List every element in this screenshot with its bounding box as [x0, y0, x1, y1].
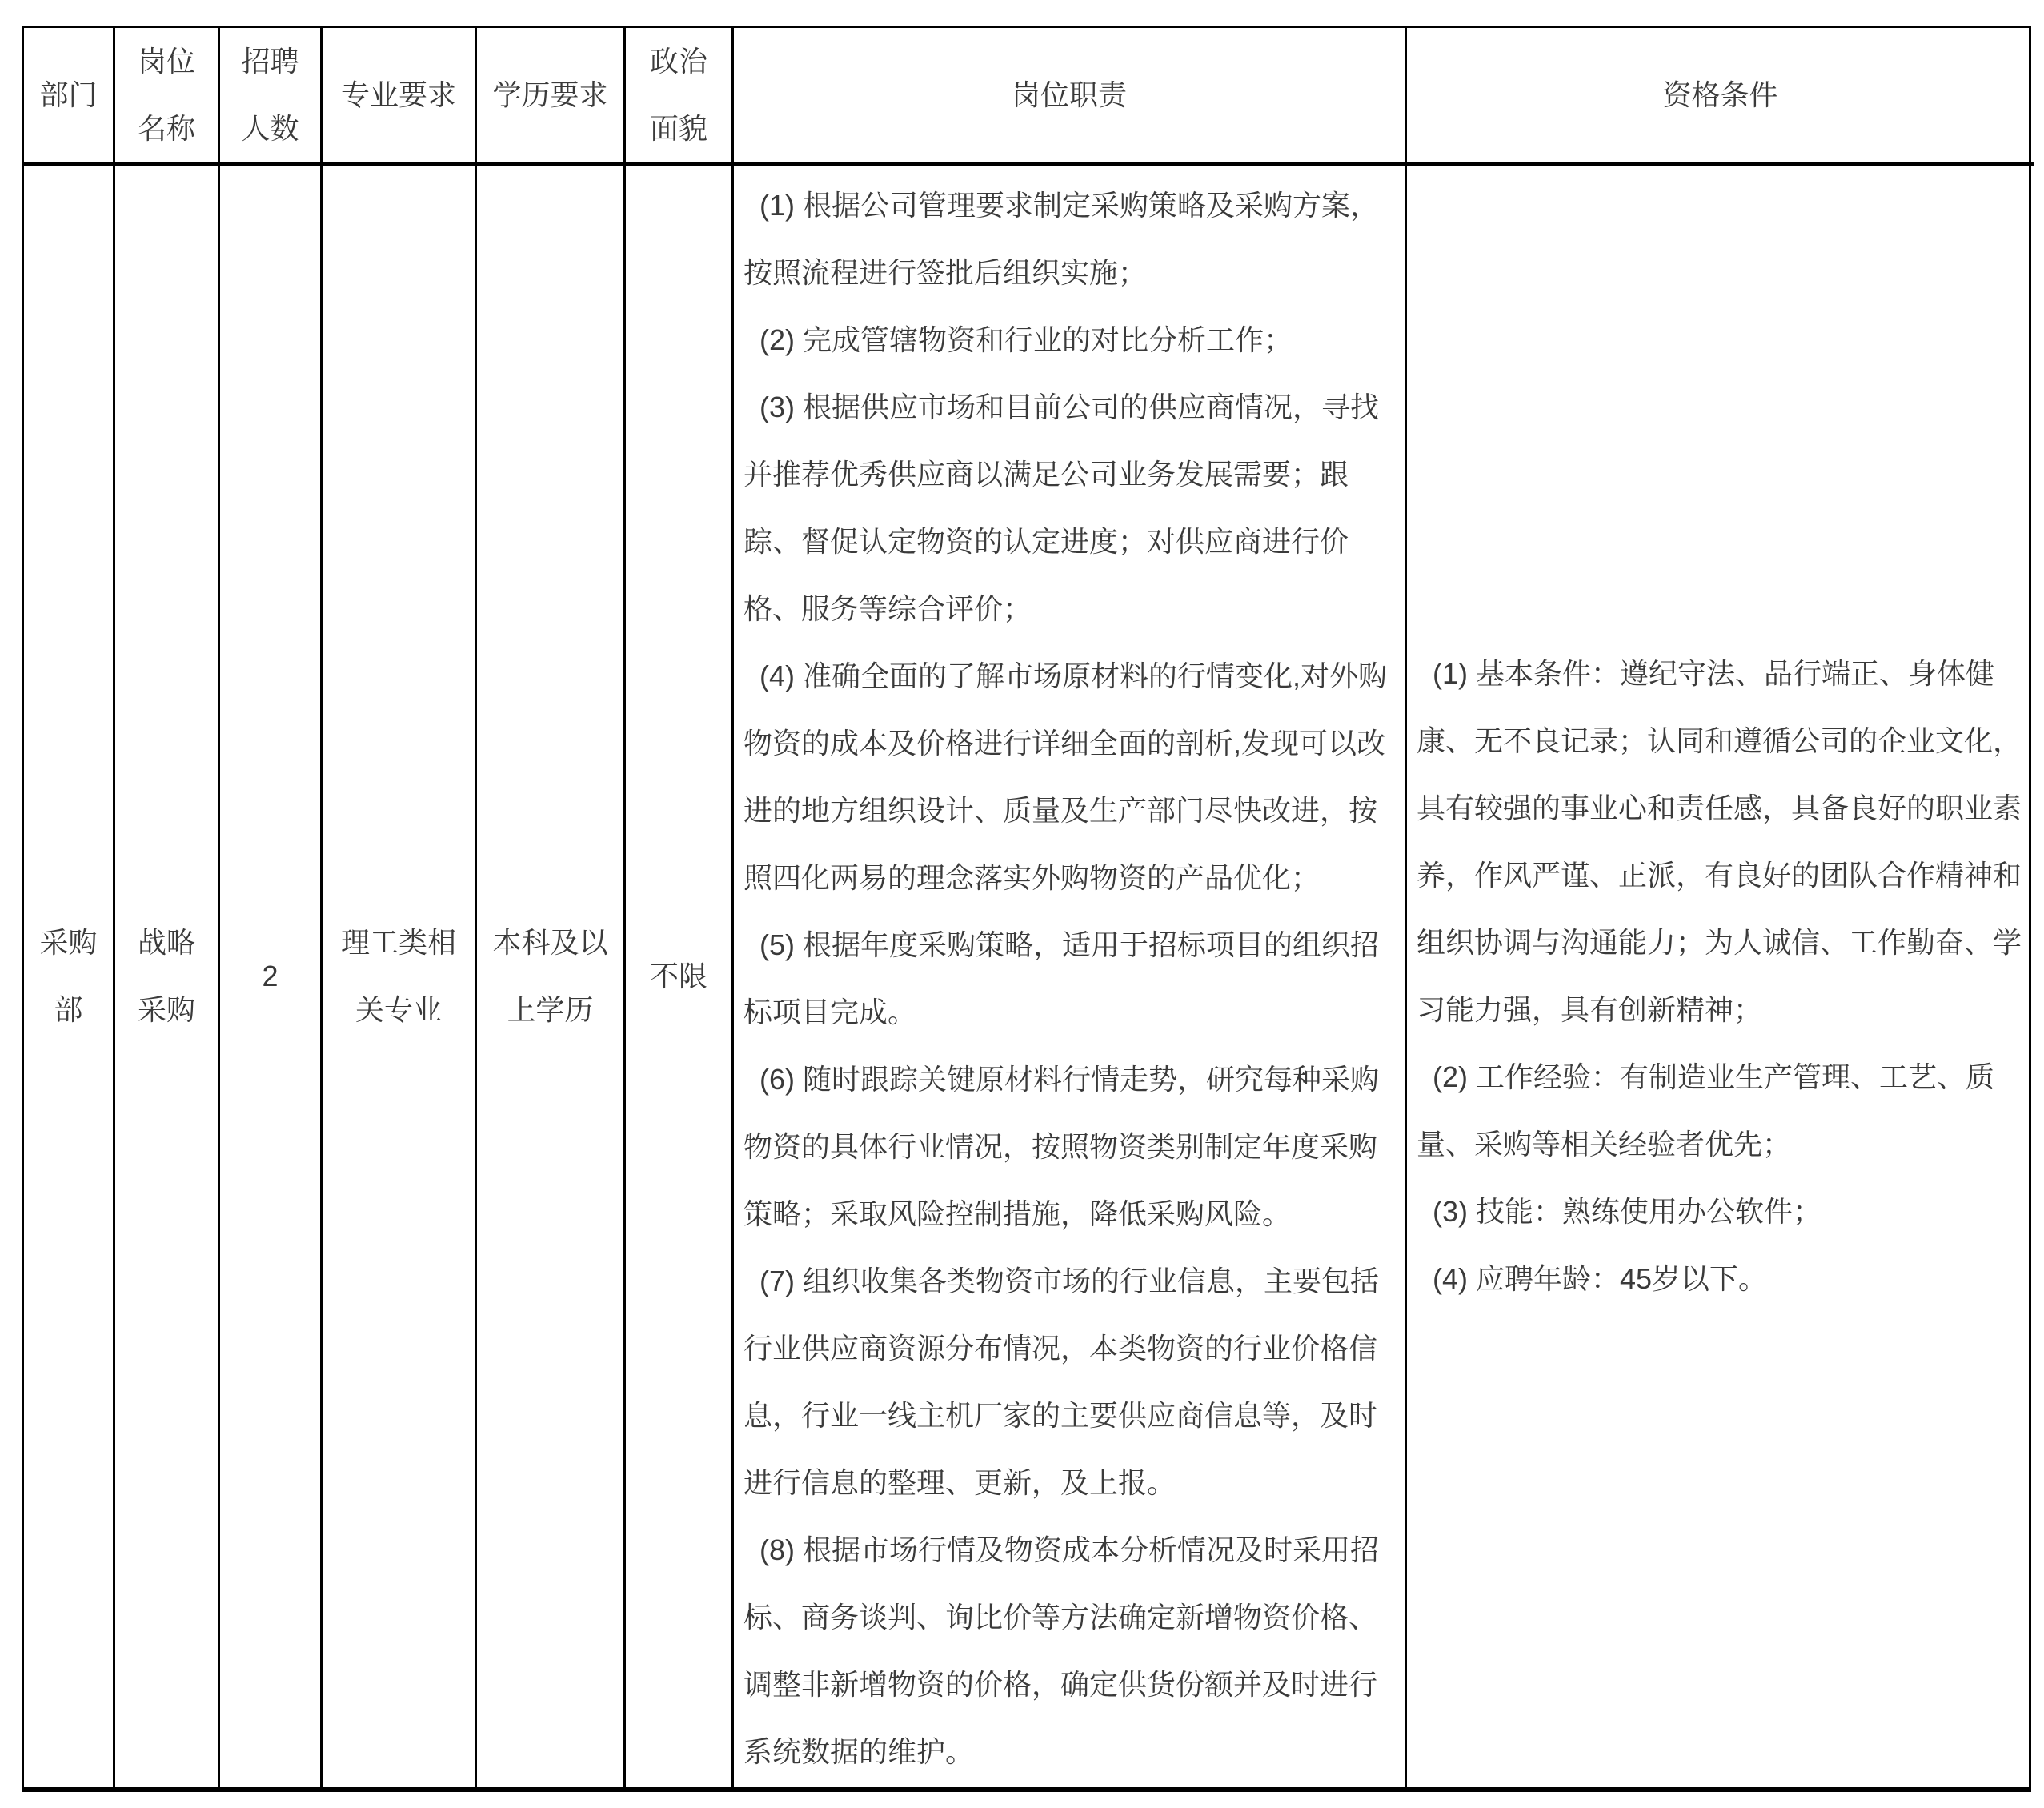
text-line: (5) 根据年度采购策略，适用于招标项目的组织招 — [743, 928, 1380, 961]
text-line: 量、采购等相关经验者优先； — [1417, 1128, 1792, 1161]
header-cell-department — [24, 28, 115, 166]
text-line: 系统数据的维护。 — [743, 1735, 975, 1768]
text-line: 行业供应商资源分布情况，本类物资的行业价格信 — [743, 1332, 1378, 1365]
text-line: 物资的成本及价格进行详细全面的剖析,发现可以改 — [743, 727, 1386, 760]
text-line: 照四化两易的理念落实外购物资的产品优化； — [743, 861, 1321, 894]
recruitment-table — [22, 26, 2031, 1792]
cell-position-name — [115, 166, 220, 1787]
text-line: 名称 — [137, 111, 195, 145]
header-cell-qualifications — [1407, 28, 2034, 166]
text-line: (4) 准确全面的了解市场原材料的行情变化,对外购 — [743, 659, 1388, 692]
cell-political-status — [626, 166, 734, 1787]
text-line: 标、商务谈判、询比价等方法确定新增物资价格、 — [743, 1601, 1378, 1634]
cell-qualifications — [1407, 166, 2034, 1787]
text-line: (3) 根据供应市场和目前公司的供应商情况，寻找 — [743, 391, 1380, 423]
text-line: 策略；采取风险控制措施，降低采购风险。 — [743, 1197, 1292, 1230]
header-cell-position-name — [115, 28, 220, 166]
text-line: (1) 根据公司管理要求制定采购策略及采购方案， — [743, 189, 1380, 222]
text-line: 进的地方组织设计、质量及生产部门尽快改进，按 — [743, 794, 1378, 827]
text-line: 招聘 — [241, 44, 299, 78]
text-line: 岗位职责 — [1011, 78, 1127, 111]
header-cell-job-duties — [734, 28, 1407, 166]
text-line: 具有较强的事业心和责任感，具备良好的职业素 — [1417, 792, 2022, 824]
text-line: 战略 — [137, 926, 195, 959]
text-line: 标项目完成。 — [743, 996, 917, 1028]
text-line: 采购 — [137, 993, 195, 1026]
text-line: 采购 — [39, 926, 98, 959]
text-line: 部 — [54, 993, 83, 1026]
text-line: 养，作风严谨、正派，有良好的团队合作精神和 — [1417, 859, 2022, 892]
text-line: 本科及以 — [492, 926, 608, 959]
text-line: 习能力强，具有创新精神； — [1417, 993, 1763, 1026]
header-cell-headcount — [220, 28, 323, 166]
text-line: 按照流程进行签批后组织实施； — [743, 256, 1148, 289]
text-line: 进行信息的整理、更新，及上报。 — [743, 1466, 1176, 1499]
text-line: 关专业 — [355, 993, 442, 1026]
text-line: 人数 — [241, 111, 299, 145]
cell-job-duties — [734, 166, 1407, 1787]
cell-major-requirement — [323, 166, 477, 1787]
text-line: (2) 工作经验：有制造业生产管理、工艺、质 — [1417, 1060, 1995, 1093]
text-line: (1) 基本条件：遵纪守法、品行端正、身体健 — [1417, 657, 1995, 690]
text-line: 上学历 — [507, 993, 594, 1026]
text-line: 资格条件 — [1662, 78, 1778, 111]
text-line: 岗位 — [137, 44, 195, 78]
text-line: 康、无不良记录；认同和遵循公司的企业文化， — [1417, 724, 2022, 757]
header-cell-political-status — [626, 28, 734, 166]
text-line: 学历要求 — [492, 78, 608, 111]
text-line: 2 — [262, 960, 279, 992]
header-cell-education-requirement — [477, 28, 626, 166]
text-line: (8) 根据市场行情及物资成本分析情况及时采用招 — [743, 1533, 1380, 1566]
header-cell-major-requirement — [323, 28, 477, 166]
cell-education-requirement — [477, 166, 626, 1787]
text-line: (4) 应聘年龄：45岁以下。 — [1417, 1262, 1768, 1295]
text-line: 踪、督促认定物资的认定进度；对供应商进行价 — [743, 525, 1349, 558]
text-line: (2) 完成管辖物资和行业的对比分析工作； — [743, 323, 1293, 356]
cell-headcount — [220, 166, 323, 1787]
text-line: 并推荐优秀供应商以满足公司业务发展需要；跟 — [743, 458, 1349, 491]
text-line: 格、服务等综合评价； — [743, 592, 1032, 625]
text-line: 理工类相 — [340, 926, 456, 959]
text-line: (3) 技能：熟练使用办公软件； — [1417, 1195, 1822, 1228]
text-line: 不限 — [649, 960, 707, 992]
cell-department — [24, 166, 115, 1787]
text-line: 组织协调与沟通能力；为人诚信、工作勤奋、学 — [1417, 926, 2022, 959]
text-line: 调整非新增物资的价格，确定供货份额并及时进行 — [743, 1668, 1378, 1701]
text-line: (7) 组织收集各类物资市场的行业信息，主要包括 — [743, 1265, 1380, 1297]
text-line: 物资的具体行业情况，按照物资类别制定年度采购 — [743, 1130, 1378, 1163]
text-line: 部门 — [39, 78, 98, 111]
text-line: 息，行业一线主机厂家的主要供应商信息等，及时 — [743, 1399, 1378, 1432]
text-line: 面貌 — [649, 111, 707, 145]
text-line: 政治 — [649, 44, 707, 78]
text-line: 专业要求 — [340, 78, 456, 111]
text-line: (6) 随时跟踪关键原材料行情走势，研究每种采购 — [743, 1063, 1380, 1096]
